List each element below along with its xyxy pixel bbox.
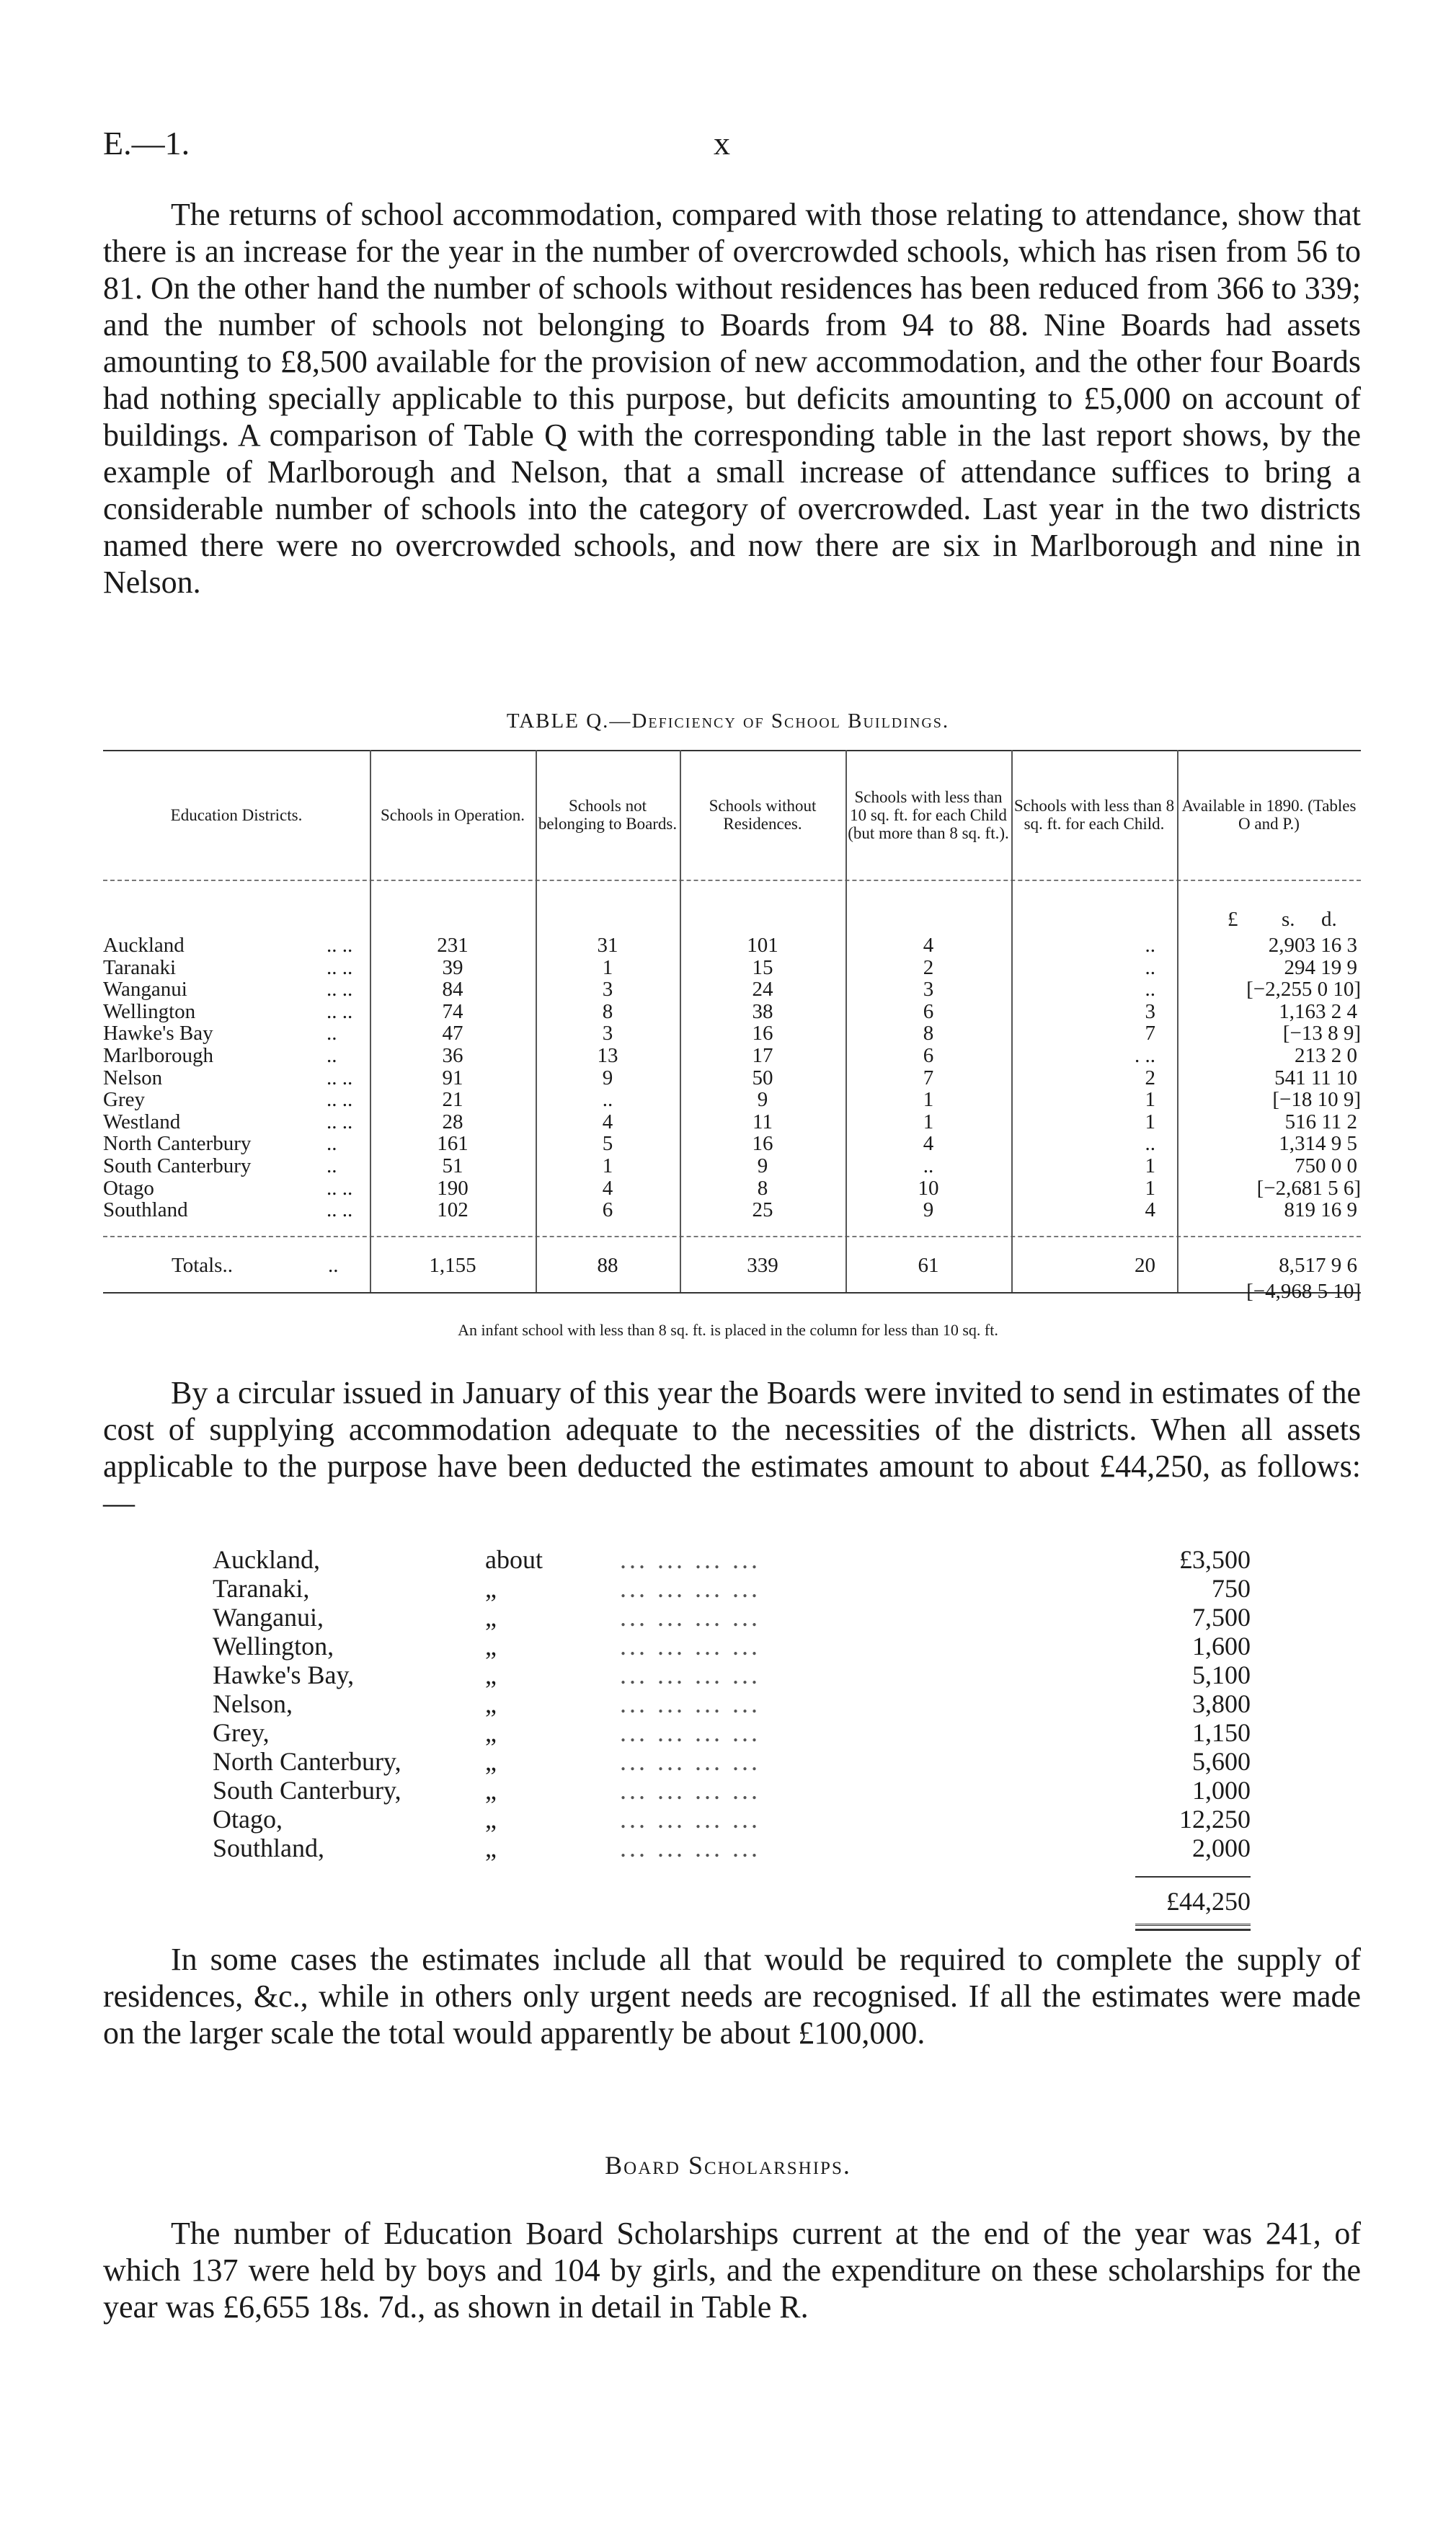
cell-less-8: 2 <box>1145 1066 1155 1089</box>
cell-not-boards: 8 <box>602 999 613 1023</box>
paragraph-estimates: By a circular issued in January of this year the Boards were invited to send in estimates of the cost of supplying accommodation adequate to the necessities of the districts. When all assets applicable to the purpose have been deducted the estimates amount to about £44,250, as follows:— <box>103 1375 1361 1521</box>
cell-not-boards: 1 <box>602 1154 613 1177</box>
cell-without-residences: 9 <box>757 1088 768 1112</box>
estimate-amount: 750 <box>1212 1574 1251 1603</box>
estimate-amount: 7,500 <box>1192 1603 1251 1632</box>
district-dots: .. .. <box>327 1176 353 1200</box>
estimate-row <box>213 1775 1251 1804</box>
cell-not-boards: 1 <box>602 955 613 979</box>
cell-without-residences: 16 <box>752 1022 773 1045</box>
cell-not-boards: 31 <box>597 934 618 957</box>
cell-less-8: . .. <box>1135 1044 1155 1067</box>
district-dots: .. .. <box>327 999 353 1023</box>
district-name: Wanganui <box>103 978 187 1002</box>
cell-without-residences: 8 <box>757 1176 768 1200</box>
cell-operation: 28 <box>442 1110 463 1133</box>
district-dots: .. <box>327 1044 337 1067</box>
cell-less-10: 4 <box>923 934 934 957</box>
estimate-qualifier: „ <box>485 1689 497 1718</box>
estimate-amount: 5,600 <box>1192 1747 1251 1776</box>
cell-available: 541 11 10 <box>1274 1066 1357 1089</box>
estimate-amount: 1,150 <box>1192 1718 1251 1747</box>
district-name: Grey <box>103 1088 145 1112</box>
cell-less-10: 10 <box>918 1176 939 1200</box>
totals-available-deficit: [−4,968 5 10] <box>1246 1280 1361 1303</box>
estimate-amount: 1,600 <box>1192 1632 1251 1661</box>
estimate-district: South Canterbury, <box>213 1776 401 1805</box>
cell-operation: 36 <box>442 1044 463 1067</box>
cell-operation: 231 <box>437 934 469 957</box>
section-title: Board Scholarships. <box>605 2151 851 2180</box>
cell-operation: 21 <box>442 1088 463 1112</box>
cell-less-8: 1 <box>1145 1088 1155 1112</box>
table-footnote: An infant school with less than 8 sq. ft. is placed in the column for less than 10 sq. ft. <box>458 1321 998 1339</box>
money-head-shillings: s. <box>1282 908 1295 931</box>
estimate-row <box>213 1660 1251 1689</box>
estimate-amount: 2,000 <box>1192 1834 1251 1862</box>
totals-available: 8,517 9 6 <box>1279 1254 1357 1277</box>
cell-operation: 91 <box>442 1066 463 1089</box>
estimate-district: Taranaki, <box>213 1574 310 1603</box>
estimate-qualifier: „ <box>485 1776 497 1805</box>
estimate-leader: ... ... ... ... <box>620 1632 760 1661</box>
estimate-amount: £3,500 <box>1179 1545 1251 1574</box>
district-name: Wellington <box>103 999 196 1023</box>
table-title-prefix: TABLE Q.— <box>506 709 632 733</box>
cell-less-10: 8 <box>923 1022 934 1045</box>
cell-less-10: 4 <box>923 1132 934 1156</box>
paragraph-scholarships: The number of Education Board Scholarships current at the end of the year was 241, of which 137 were held by boys and 104 by girls, and the expenditure on these scholarships for the year was £6,655 18s. 7d., as shown in detail in Table R. <box>103 2216 1361 2325</box>
district-name: Marlborough <box>103 1044 214 1067</box>
cell-not-boards: 13 <box>597 1044 618 1067</box>
table-title <box>0 709 1456 733</box>
cell-available: [−2,255 0 10] <box>1246 978 1361 1002</box>
estimate-qualifier: „ <box>485 1661 497 1689</box>
paragraph-scale: In some cases the estimates include all that would be required to complete the supply of residences, &c., while in others only urgent needs are recognised. If all the estimates were made on the larger scale the total would apparently be about £100,000. <box>103 1942 1361 2051</box>
district-dots: .. <box>327 1022 337 1045</box>
cell-without-residences: 38 <box>752 999 773 1023</box>
totals-rule <box>103 1236 1361 1237</box>
estimates-sum-rule <box>1135 1876 1251 1878</box>
totals-less-8: 20 <box>1135 1254 1155 1277</box>
estimate-district: Hawke's Bay, <box>213 1661 355 1689</box>
estimate-qualifier: „ <box>485 1834 497 1862</box>
district-dots: .. .. <box>327 1088 353 1112</box>
money-head-pounds: £ <box>1228 908 1238 931</box>
estimate-amount: 12,250 <box>1179 1805 1251 1834</box>
cell-available: 516 11 2 <box>1284 1110 1357 1133</box>
estimate-district: Otago, <box>213 1805 283 1834</box>
cell-operation: 47 <box>442 1022 463 1045</box>
cell-available: 1,314 9 5 <box>1279 1132 1357 1156</box>
table-title-text: Deficiency of School Buildings. <box>631 709 950 733</box>
estimate-district: Auckland, <box>213 1545 320 1574</box>
cell-operation: 39 <box>442 955 463 979</box>
estimate-district: Wanganui, <box>213 1603 324 1632</box>
cell-less-10: 3 <box>923 978 934 1002</box>
estimate-row <box>213 1544 1251 1573</box>
estimate-qualifier: „ <box>485 1718 497 1747</box>
col-header-not-boards: Schools not belonging to Boards. <box>538 797 678 833</box>
district-name: Westland <box>103 1110 181 1133</box>
cell-without-residences: 17 <box>752 1044 773 1067</box>
cell-less-8: 4 <box>1145 1198 1155 1222</box>
estimate-amount: 3,800 <box>1192 1689 1251 1718</box>
cell-not-boards: 3 <box>602 978 613 1002</box>
cell-less-10: 7 <box>923 1066 934 1089</box>
cell-less-10: .. <box>923 1154 934 1177</box>
cell-without-residences: 11 <box>753 1110 773 1133</box>
cell-not-boards: 3 <box>602 1022 613 1045</box>
totals-label: Totals.. <box>172 1254 233 1277</box>
cell-not-boards: .. <box>602 1088 613 1112</box>
estimate-leader: ... ... ... ... <box>620 1718 760 1747</box>
cell-less-8: .. <box>1145 1132 1155 1156</box>
cell-less-10: 1 <box>923 1110 934 1133</box>
estimate-leader: ... ... ... ... <box>620 1661 760 1689</box>
totals-less-10: 61 <box>918 1254 939 1277</box>
cell-less-8: 1 <box>1145 1154 1155 1177</box>
district-name: Otago <box>103 1176 154 1200</box>
district-dots: .. .. <box>327 934 353 957</box>
cell-available: 213 2 0 <box>1295 1044 1357 1067</box>
district-dots: .. .. <box>327 978 353 1002</box>
cell-without-residences: 15 <box>752 955 773 979</box>
cell-not-boards: 9 <box>602 1066 613 1089</box>
cell-without-residences: 50 <box>752 1066 773 1089</box>
cell-less-8: .. <box>1145 934 1155 957</box>
estimate-amount: 5,100 <box>1192 1661 1251 1689</box>
cell-less-10: 9 <box>923 1198 934 1222</box>
district-name: North Canterbury <box>103 1132 252 1156</box>
district-dots: .. .. <box>327 1110 353 1133</box>
cell-without-residences: 24 <box>752 978 773 1002</box>
cell-available: [−18 10 9] <box>1272 1088 1361 1112</box>
cell-available: [−2,681 5 6] <box>1256 1176 1361 1200</box>
estimate-leader: ... ... ... ... <box>620 1805 760 1834</box>
district-name: Southland <box>103 1198 188 1222</box>
cell-less-8: 1 <box>1145 1110 1155 1133</box>
cell-less-10: 6 <box>923 1044 934 1067</box>
cell-not-boards: 5 <box>602 1132 613 1156</box>
cell-less-8: 3 <box>1145 999 1155 1023</box>
estimate-row <box>213 1573 1251 1602</box>
cell-available: 2,903 16 3 <box>1268 934 1357 957</box>
cell-operation: 102 <box>437 1198 469 1222</box>
estimate-leader: ... ... ... ... <box>620 1545 760 1574</box>
totals-not-boards: 88 <box>597 1254 618 1277</box>
totals-dots: .. <box>328 1254 339 1277</box>
col-header-operation: Schools in Operation. <box>381 805 525 824</box>
estimate-qualifier: „ <box>485 1805 497 1834</box>
cell-less-8: 1 <box>1145 1176 1155 1200</box>
cell-available: [−13 8 9] <box>1282 1022 1361 1045</box>
cell-less-8: .. <box>1145 955 1155 979</box>
cell-less-8: .. <box>1145 978 1155 1002</box>
col-header-less-8: Schools with less than 8 sq. ft. for each Child. <box>1013 797 1175 833</box>
estimate-leader: ... ... ... ... <box>620 1689 760 1718</box>
district-name: Auckland <box>103 934 185 957</box>
cell-without-residences: 9 <box>757 1154 768 1177</box>
cell-less-10: 6 <box>923 999 934 1023</box>
estimate-row <box>213 1833 1251 1862</box>
estimate-qualifier: „ <box>485 1632 497 1661</box>
district-dots: .. .. <box>327 955 353 979</box>
cell-without-residences: 101 <box>747 934 778 957</box>
district-name: Nelson <box>103 1066 163 1089</box>
estimate-district: Nelson, <box>213 1689 293 1718</box>
cell-operation: 51 <box>442 1154 463 1177</box>
cell-operation: 84 <box>442 978 463 1002</box>
district-dots: .. <box>327 1132 337 1156</box>
estimate-leader: ... ... ... ... <box>620 1574 760 1603</box>
cell-not-boards: 6 <box>602 1198 613 1222</box>
cell-available: 750 0 0 <box>1295 1154 1357 1177</box>
cell-less-10: 1 <box>923 1088 934 1112</box>
page-reference: E.—1. <box>103 125 190 162</box>
estimate-district: Wellington, <box>213 1632 334 1661</box>
col-header-without-residences: Schools without Residences. <box>709 797 817 833</box>
col-header-districts: Education Districts. <box>170 805 303 824</box>
totals-without-residences: 339 <box>747 1254 778 1277</box>
header-rule <box>103 880 1361 881</box>
estimate-row <box>213 1717 1251 1746</box>
district-name: Taranaki <box>103 955 177 979</box>
estimate-row <box>213 1746 1251 1775</box>
district-dots: .. .. <box>327 1066 353 1089</box>
estimates-total: £44,250 <box>1166 1887 1251 1916</box>
cell-operation: 161 <box>437 1132 469 1156</box>
district-name: South Canterbury <box>103 1154 252 1177</box>
deficiency-table <box>103 750 1361 1319</box>
estimate-qualifier: „ <box>485 1747 497 1776</box>
estimates-total-double-rule <box>1135 1924 1251 1931</box>
estimate-leader: ... ... ... ... <box>620 1747 760 1776</box>
estimate-row <box>213 1602 1251 1631</box>
estimate-row <box>213 1689 1251 1717</box>
estimates-total-row <box>213 1886 1251 1915</box>
cell-less-10: 2 <box>923 955 934 979</box>
paragraph-accommodation: The returns of school accommodation, compared with those relating to attendance, show that there is an increase for the year in the number of overcrowded schools, which has risen from 56 to 81. On the other hand the number of schools without residences has been reduced from 366 to 339; and the number of schools not belonging to Boards from 94 to 88. Nine Boards had assets amounting to £8,500 available for the provision of new accommodation, and the other four Boards had nothing specially applicable to this purpose, but deficits amounting to £5,000 on account of buildings. A comparison of Table Q with the corresponding table in the last report shows, by the example of Marlborough and Nelson, that a small increase of attendance suffices to bring a considerable number of schools into the category of overcrowded. Last year in the two districts named there were no overcrowded schools, and now there are six in Marlborough and nine in Nelson. <box>103 197 1361 600</box>
cell-without-residences: 16 <box>752 1132 773 1156</box>
cell-operation: 190 <box>437 1176 469 1200</box>
estimate-leader: ... ... ... ... <box>620 1776 760 1805</box>
cell-not-boards: 4 <box>602 1176 613 1200</box>
cell-without-residences: 25 <box>752 1198 773 1222</box>
estimate-qualifier: „ <box>485 1603 497 1632</box>
table-bottom-rule <box>103 1292 1361 1294</box>
estimate-amount: 1,000 <box>1192 1776 1251 1805</box>
district-dots: .. .. <box>327 1198 353 1222</box>
page-number: x <box>714 125 730 162</box>
cell-less-8: 7 <box>1145 1022 1155 1045</box>
estimate-district: Grey, <box>213 1718 270 1747</box>
estimate-qualifier: „ <box>485 1574 497 1603</box>
col-header-available: Available in 1890. (Tables O and P.) <box>1181 797 1357 833</box>
estimate-row <box>213 1804 1251 1833</box>
district-name: Hawke's Bay <box>103 1022 213 1045</box>
cell-available: 819 16 9 <box>1284 1198 1357 1222</box>
estimate-leader: ... ... ... ... <box>620 1834 760 1862</box>
money-head-pence: d. <box>1321 908 1337 931</box>
cell-available: 1,163 2 4 <box>1279 999 1357 1023</box>
cell-available: 294 19 9 <box>1284 955 1357 979</box>
cell-not-boards: 4 <box>602 1110 613 1133</box>
totals-operation: 1,155 <box>429 1254 476 1277</box>
estimate-district: Southland, <box>213 1834 325 1862</box>
estimate-qualifier: about <box>485 1545 543 1574</box>
cell-operation: 74 <box>442 999 463 1023</box>
estimate-row <box>213 1631 1251 1660</box>
estimate-district: North Canterbury, <box>213 1747 401 1776</box>
col-header-less-10: Schools with less than 10 sq. ft. for each Child (but more than 8 sq. ft.). <box>848 787 1009 842</box>
estimate-leader: ... ... ... ... <box>620 1603 760 1632</box>
district-dots: .. <box>327 1154 337 1177</box>
